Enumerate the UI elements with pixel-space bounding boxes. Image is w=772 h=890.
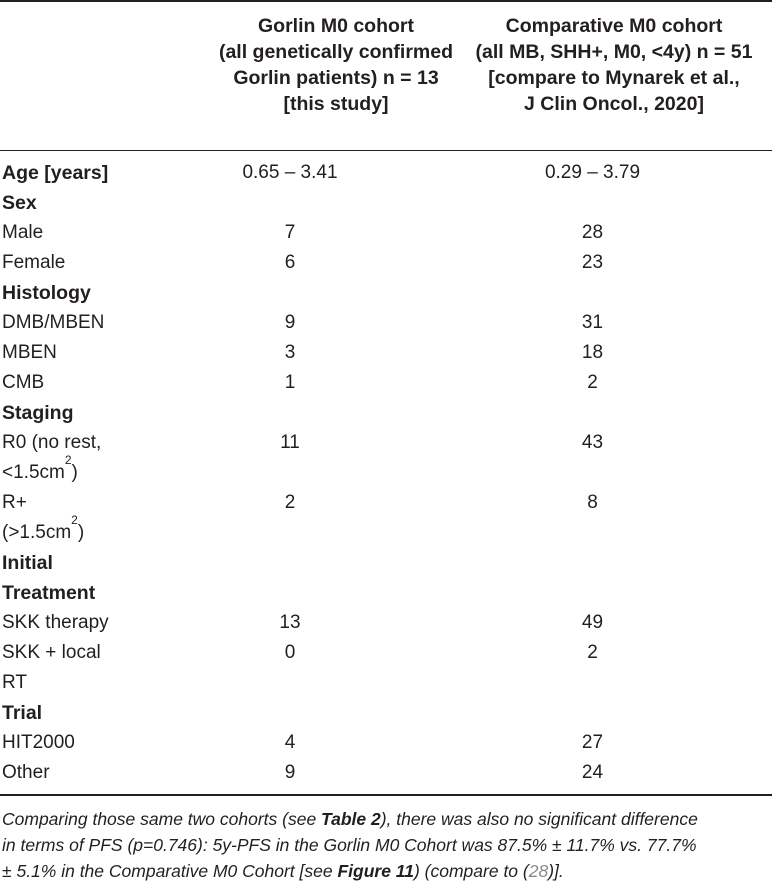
table-row-other	[0, 758, 772, 788]
header-comparative-cohort	[464, 13, 764, 117]
row-label: HIT2000	[2, 732, 75, 753]
cell-comparative: 28	[581, 222, 604, 243]
row-label: Trial	[2, 702, 43, 724]
table-row-mben	[0, 338, 772, 368]
table-caption	[2, 806, 770, 884]
row-label: Other	[2, 762, 50, 783]
header-comparative-line-2: (all MB, SHH+, M0, <4y) n = 51	[475, 41, 753, 63]
cell-gorlin: 0	[284, 642, 296, 663]
cell-comparative: 0.29 – 3.79	[544, 162, 641, 183]
cell-gorlin: 11	[280, 432, 300, 453]
table-row-skk-local	[0, 638, 772, 668]
cell-gorlin: 9	[284, 312, 296, 333]
cell-comparative: 8	[587, 492, 598, 513]
row-label: CMB	[2, 372, 45, 393]
table-row-histology	[0, 278, 772, 308]
table-row-skk-local-cont	[0, 668, 772, 698]
table-2-link[interactable]: Table 2	[321, 809, 381, 829]
row-label-line-2: $<1.5cm^2$)	[2, 452, 78, 483]
caption-line-2: in terms of PFS (p=0.746): 5y-PFS in the Gorlin M0 Cohort was 87.5% ± 11.7% vs. 77.7%	[2, 835, 697, 855]
table-row-treatment	[0, 578, 772, 608]
row-label: Sex	[2, 192, 37, 214]
table-row-r0-cont	[0, 452, 772, 488]
header-gorlin-line-2: (all genetically confirmed	[218, 41, 454, 63]
header-gorlin-line-4: [this study]	[283, 93, 389, 115]
cell-comparative: 31	[581, 312, 604, 333]
row-label-line-2: Treatment	[2, 582, 96, 604]
cell-gorlin: 6	[284, 252, 296, 273]
table-row-hit2000	[0, 728, 772, 758]
row-label: Male	[2, 222, 44, 243]
cell-comparative: 23	[581, 252, 604, 273]
cell-gorlin: 1	[284, 372, 296, 393]
header-gorlin-line-3: Gorlin patients) n = 13	[233, 67, 439, 89]
header-comparative-line-3: [compare to Mynarek et al.,	[488, 67, 740, 89]
cell-comparative: 49	[581, 612, 604, 633]
table-row-female	[0, 248, 772, 278]
row-label-line-1: R0 (no rest,	[2, 432, 102, 453]
row-label: Staging	[2, 402, 74, 424]
row-label-line-1: Initial	[2, 552, 53, 574]
table-row-staging	[0, 398, 772, 428]
header-rule	[0, 150, 772, 151]
header-comparative-line-4: J Clin Oncol., 2020]	[524, 93, 704, 115]
cell-gorlin: 9	[284, 762, 296, 783]
row-label-line-2: RT	[2, 672, 27, 693]
row-label: DMB/MBEN	[2, 312, 105, 333]
caption-line-3: ± 5.1% in the Comparative M0 Cohort [see Figure 11) (compare to (28)].	[2, 861, 564, 881]
cell-gorlin: 7	[284, 222, 296, 243]
row-label-line-1: SKK + local	[2, 642, 101, 663]
cell-comparative: 43	[581, 432, 604, 453]
row-label: Female	[2, 252, 66, 273]
row-label: Histology	[2, 282, 91, 304]
cell-comparative: 2	[587, 642, 598, 663]
cell-gorlin: 2	[284, 492, 296, 513]
row-label-line-2: $(>1.5cm^2)$	[2, 512, 85, 543]
table-row-male	[0, 218, 772, 248]
header-gorlin-cohort	[218, 13, 454, 117]
cell-comparative: 18	[581, 342, 604, 363]
cell-comparative: 2	[587, 372, 598, 393]
table-row-sex	[0, 188, 772, 218]
table-row-dmb-mben	[0, 308, 772, 338]
reference-28-link[interactable]: 28	[528, 861, 549, 881]
table-row-rplus	[0, 488, 772, 518]
cell-gorlin: 0.65 – 3.41	[242, 162, 338, 183]
header-comparative-line-1: Comparative M0 cohort	[505, 15, 723, 37]
table-row-r0	[0, 428, 772, 458]
table-row-rplus-cont	[0, 512, 772, 548]
table-row-age	[0, 158, 772, 188]
caption-line-1: Comparing those same two cohorts (see Table 2), there was also no significant difference	[2, 809, 698, 829]
table-bottom-rule	[0, 794, 772, 796]
table-row-skk-therapy	[0, 608, 772, 638]
cell-gorlin: 13	[279, 612, 301, 633]
table-row-trial	[0, 698, 772, 728]
cell-gorlin: 3	[284, 342, 296, 363]
table-row-cmb	[0, 368, 772, 398]
header-gorlin-line-1: Gorlin M0 cohort	[258, 15, 414, 37]
row-label-line-1: R+	[2, 492, 27, 513]
cell-comparative: 27	[581, 732, 604, 753]
cell-comparative: 24	[581, 762, 604, 783]
cell-gorlin: 4	[284, 732, 296, 753]
figure-11-link[interactable]: Figure 11	[337, 861, 414, 881]
table-row-initial	[0, 548, 772, 578]
table-top-rule	[0, 0, 772, 2]
row-label: Age [years]	[2, 162, 109, 184]
row-label: SKK therapy	[2, 612, 109, 633]
row-label: MBEN	[2, 342, 57, 363]
